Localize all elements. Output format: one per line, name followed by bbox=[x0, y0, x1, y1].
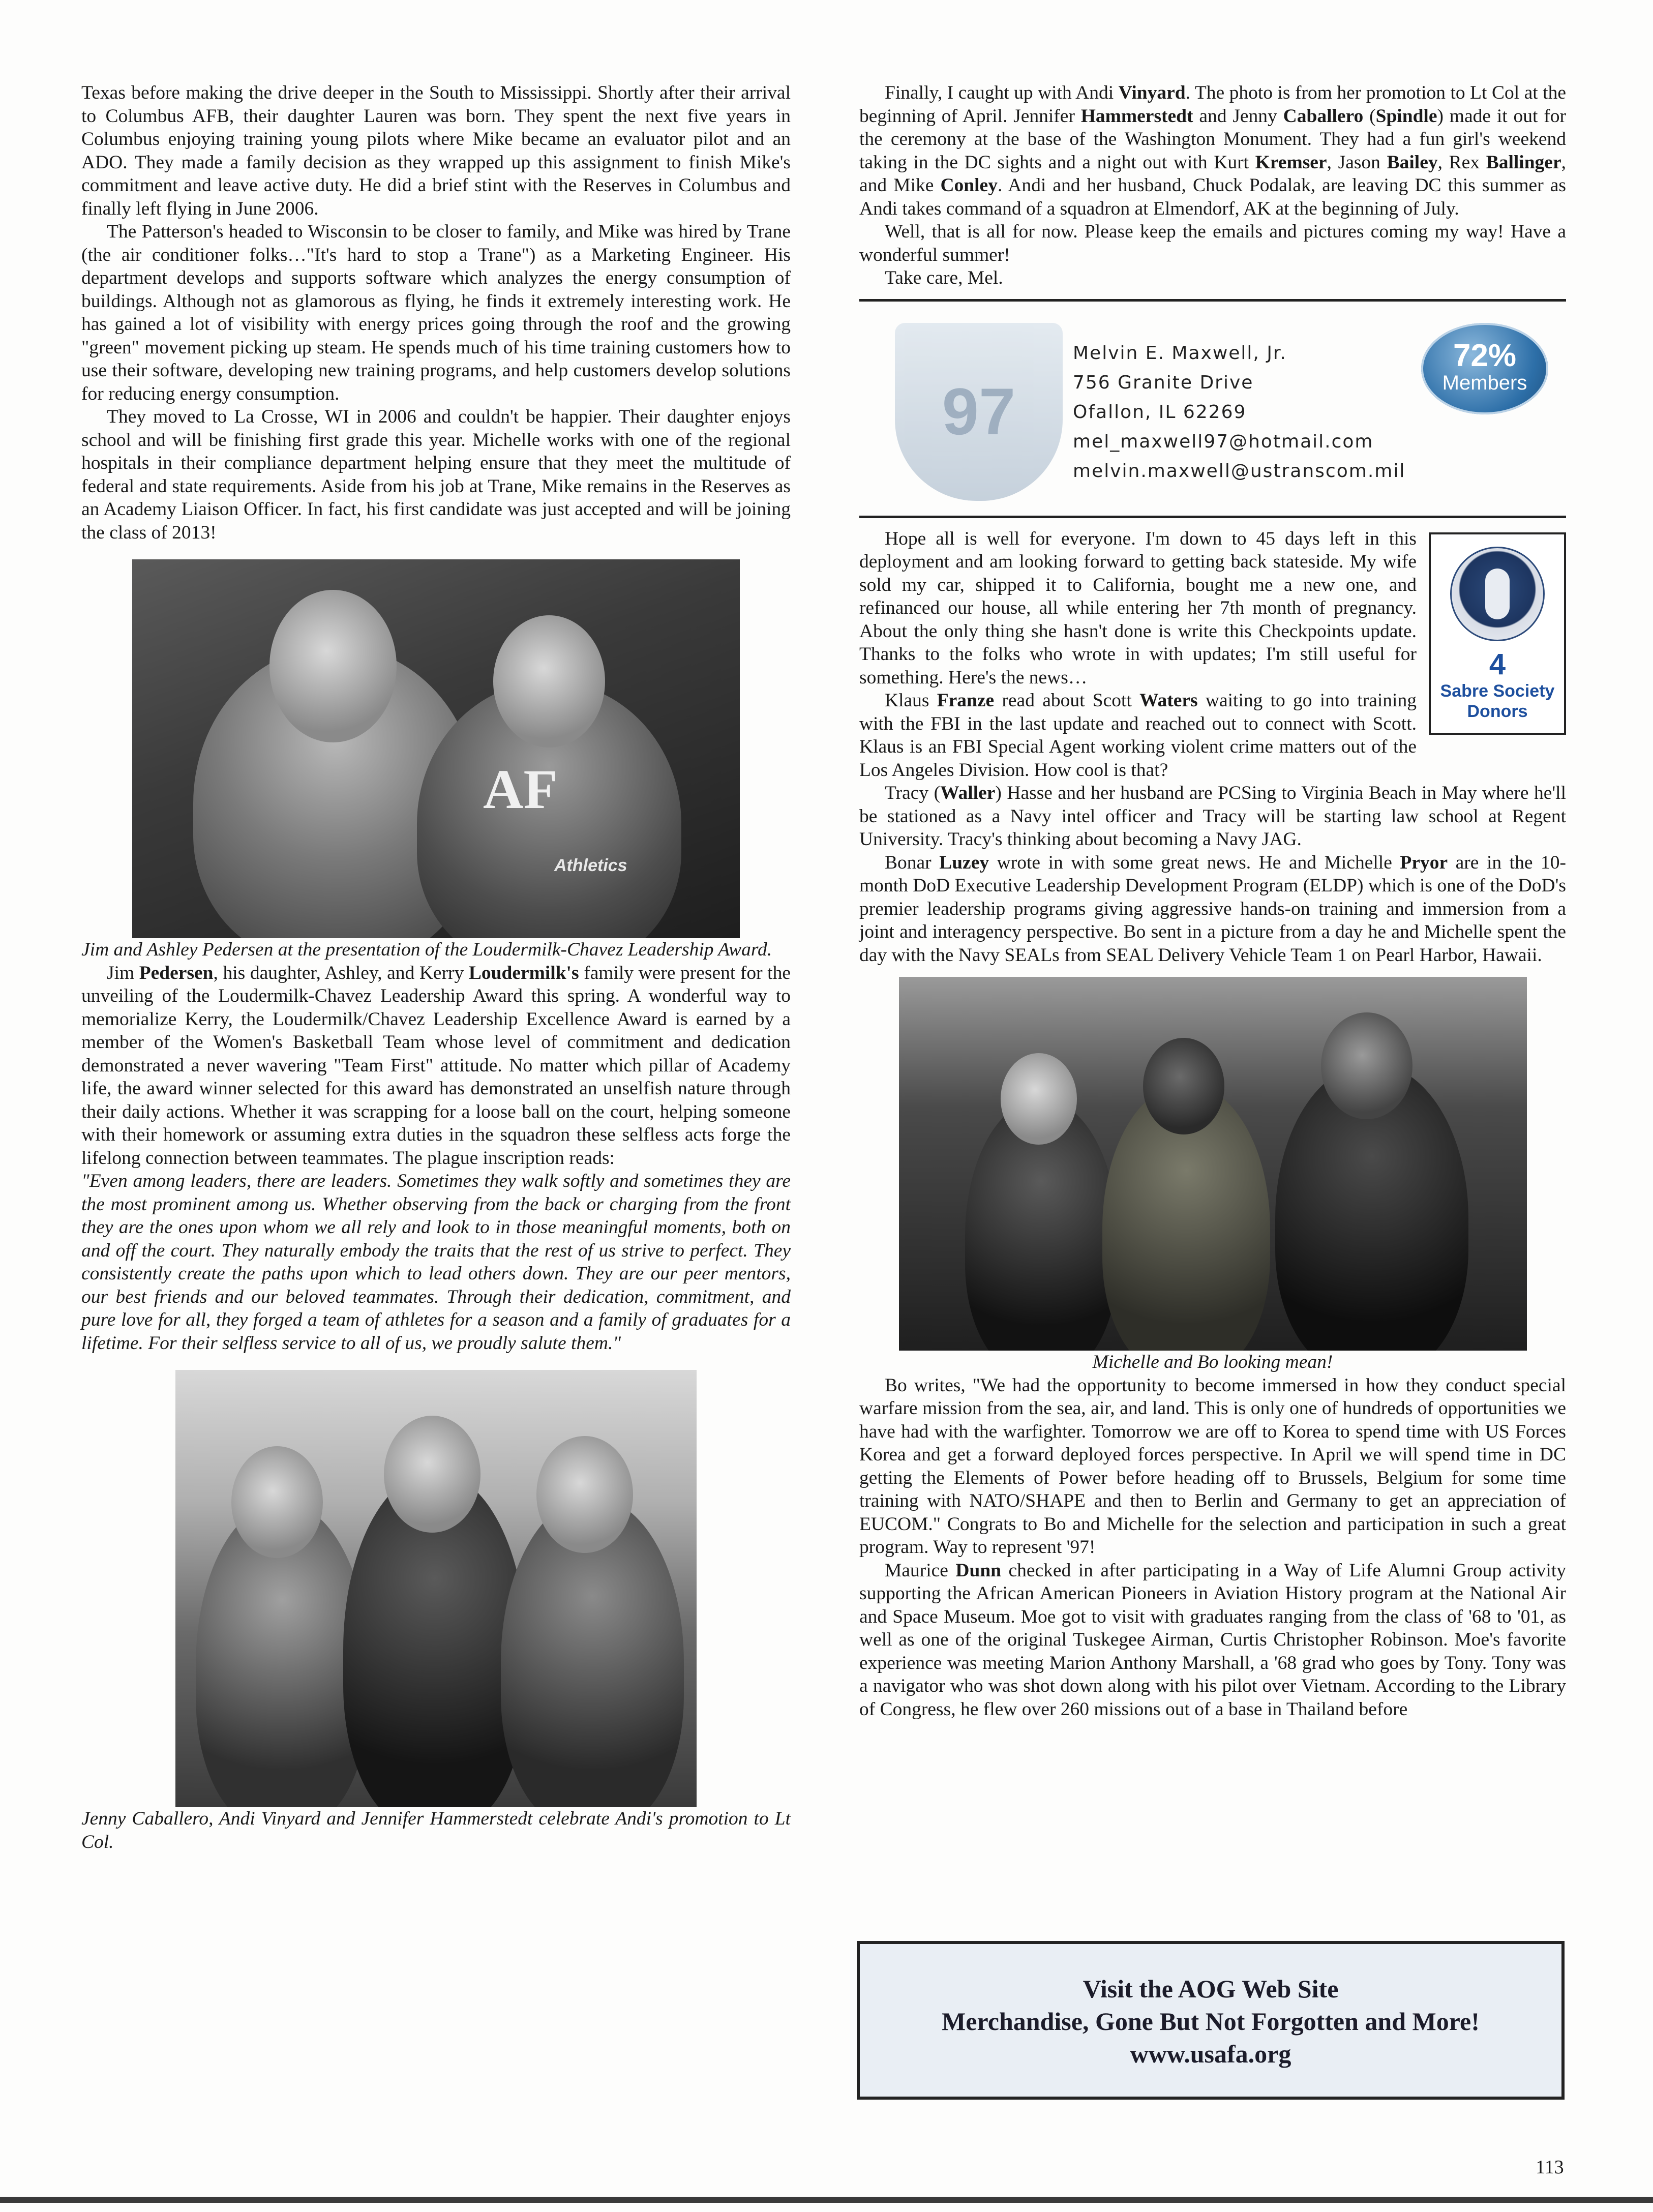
page-number: 113 bbox=[1536, 2157, 1564, 2178]
photo-pedersen bbox=[132, 559, 740, 938]
photo-seals bbox=[899, 977, 1527, 1351]
left-column bbox=[81, 81, 791, 1854]
photo-caption: Michelle and Bo looking mean! bbox=[1092, 1352, 1333, 1372]
page-edge bbox=[0, 2197, 1653, 2203]
class-contact-block bbox=[859, 311, 1566, 512]
photo-caption: Jim and Ashley Pedersen at the presentation of the Loudermilk-Chavez Leadership Award. bbox=[81, 939, 772, 960]
members-badge: 72% Members bbox=[1421, 323, 1548, 414]
aog-website-ad: Visit the AOG Web Site Merchandise, Gone But Not Forgotten and More! www.usafa.org bbox=[857, 1941, 1565, 2100]
award-inscription: "Even among leaders, there are leaders. Sometimes they walk softly and sometimes they are the most prominent among us. Whether observing from the back or charging from the front they are the ones upon whom we all rely and look to in those meaningful moments, both on and off the court. They naturally embody the traits that the rest of us strive to perfect. They consistently create the paths upon which to lead others down. They are our peer mentors, our best friends and our beloved teammates. Through their dedication, commitment, and pure love for all, they forged a team of athletes for a season and a family of graduates for a lifetime. For their selfless service to all of us, we proudly salute them." bbox=[81, 1171, 791, 1354]
class-crest: 97 bbox=[895, 323, 1063, 501]
paragraph: Well, that is all for now. Please keep the emails and pictures coming my way! Have a wonderful summer! bbox=[859, 221, 1566, 265]
paragraph: Texas before making the drive deeper in the South to Mississippi. Shortly after their arrival to Columbus AFB, their daughter Lauren was born. They spent the next five years in Columbus enjoying training young pilots where Mike became an evaluator pilot and an ADO. They made a family decision as they wrapped up this assignment to finish Mike's commitment and leave active duty. He did a brief stint with the Reserves in Columbus and finally left flying in June 2006. bbox=[81, 82, 791, 219]
sabre-society-box: 4 Sabre Society Donors bbox=[1429, 532, 1566, 735]
email-link[interactable]: mel_maxwell97@hotmail.com bbox=[1073, 431, 1374, 452]
photo-promotion bbox=[175, 1370, 697, 1807]
right-column bbox=[859, 81, 1566, 1721]
paragraph: Bonar Luzey wrote in with some great news. He and Michelle Pryor are in the 10-month DoD Executive Leadership Development Program (ELDP) which is one of the DoD's premier leadership programs giving aggressive hands-on training and immersion from a joint and interagency perspective. Bo sent in a picture from a day he and Michelle spent the day with the Navy SEALs from SEAL Delivery Vehicle Team 1 on Pearl Harbor, Hawaii. bbox=[859, 852, 1567, 966]
paragraph: Maurice Dunn checked in after participating in a Way of Life Alumni Group activity supporting the African American Pioneers in Aviation History program at the National Air and Space Museum. Moe got to visit with graduates ranging from the class of '68 to '01, as well as one of the original Tuskegee Airman, Curtis Christopher Robinson. Moe's favorite experience was meeting Marion Anthony Marshall, a '68 grad who goes by Tony. Tony was a navigator who was shot down along with his pilot over Vietnam. According to the Library of Congress, he flew over 260 missions out of a base in Thailand before bbox=[859, 1560, 1566, 1720]
email-link[interactable]: melvin.maxwell@ustranscom.mil bbox=[1073, 460, 1406, 482]
paragraph: The Patterson's headed to Wisconsin to be closer to family, and Mike was hired by Trane (the air conditioner folks…"It's hard to stop a Trane") as a Marketing Engineer. His department develops and supports software which analyzes the energy consumption of buildings. Although not as glamorous as flying, he finds it extremely interesting work. He has gained a lot of visibility with energy prices going through the roof and the growing "green" movement picking up steam. He spends much of his time training customers how to use their software, developing new training programs, and help customers develop solutions for reducing energy consumption. bbox=[81, 221, 791, 404]
shirt-text: Athletics bbox=[554, 856, 627, 875]
paragraph: Jim Pedersen, his daughter, Ashley, and Kerry Loudermilk's family were present for the unveiling of the Loudermilk-Chavez Leadership Award this spring. A wonderful way to memorialize Kerry, the Loudermilk/Chavez Leadership Excellence Award is earned by a member of the Women's Basketball Team whose level of commitment and dedication demonstrated a never wavering "Team First" attitude. No matter which pillar of Academy life, the award winner selected for this award has demonstrated an unselfish nature through their daily actions. Whether it was scrapping for a loose ball on the court, helping someone with their homework or assuming extra duties in the squadron these selfless acts forge the lifelong connection between teammates. The plague inscription reads: bbox=[81, 962, 791, 1169]
sabre-society-seal-icon bbox=[1450, 547, 1545, 641]
paragraph: They moved to La Crosse, WI in 2006 and couldn't be happier. Their daughter enjoys school and will be finishing first grade this year. Michelle works with one of the regional hospitals in their compliance department helping ensure that they meet the multitude of federal and state requirements. Aside from his job at Trane, Mike remains in the Reserves as an Academy Liaison Officer. In fact, his first candidate was just accepted and will be joining the class of 2013! bbox=[81, 406, 791, 543]
paragraph: Finally, I caught up with Andi Vinyard. The photo is from her promotion to Lt Col at the beginning of April. Jennifer Hammerstedt and Jenny Caballero (Spindle) made it out for the ceremony at the base of the Washington Monument. They had a fun girl's weekend taking in the DC sights and a night out with Kurt Kremser, Jason Bailey, Rex Ballinger, and Mike Conley. Andi and her husband, Chuck Podalak, are leaving DC this summer as Andi takes command of a squadron at Elmendorf, AK at the beginning of July. bbox=[859, 82, 1566, 219]
paragraph: Hope all is well for everyone. I'm down to 45 days left in this deployment and am looking forward to getting back stateside. My wife sold my car, shipped it to California, bought me a new one, and refinanced our house, all while entering her 7th month of pregnancy. About the only thing she hasn't done is write this Checkpoints update. Thanks to the folks who wrote in with updates; I'm still useful for something. Here's the news… bbox=[859, 528, 1417, 688]
paragraph: Bo writes, "We had the opportunity to become immersed in how they conduct special warfare mission from the sea, air, and land. This is only one of hundreds of opportunities we have had with the warfighter. Tomorrow we are off to Korea to spend time with US Forces Korea and get a forward deployed forces perspective. In April we will spend time in DC getting the Elements of Power before heading off to Brussels, Belgium for some time training with NATO/SHAPE and then to Berlin and Germany to get an appreciation of EUCOM." Congrats to Bo and Michelle for the selection and participation in such a great program. Way to represent '97! bbox=[859, 1374, 1566, 1558]
website-link[interactable]: www.usafa.org bbox=[1130, 2040, 1291, 2068]
paragraph: Tracy (Waller) Hasse and her husband are PCSing to Virginia Beach in May where he'll be stationed as a Navy intel officer and Tracy will be starting law school at Regent University. Tracy's thinking about becoming a Navy JAG. bbox=[859, 783, 1566, 850]
shirt-logo: AF bbox=[483, 758, 558, 820]
paragraph: Klaus Franze read about Scott Waters waiting to go into training with the FBI in the last update and reached out to connect with Scott. Klaus is an FBI Special Agent working violent crime matters out of the Los Angeles Division. How cool is that? bbox=[859, 690, 1417, 781]
divider bbox=[859, 516, 1566, 518]
photo-caption: Jenny Caballero, Andi Vinyard and Jennifer Hammerstedt celebrate Andi's promotion to Lt Col. bbox=[81, 1808, 791, 1852]
scribe-address: Melvin E. Maxwell, Jr. 756 Granite Drive Ofallon, IL 62269 mel_maxwell97@hotmail.com melvin.maxwell@ustranscom.mil bbox=[1073, 339, 1405, 486]
paragraph: Take care, Mel. bbox=[885, 267, 1003, 288]
divider bbox=[859, 299, 1566, 302]
